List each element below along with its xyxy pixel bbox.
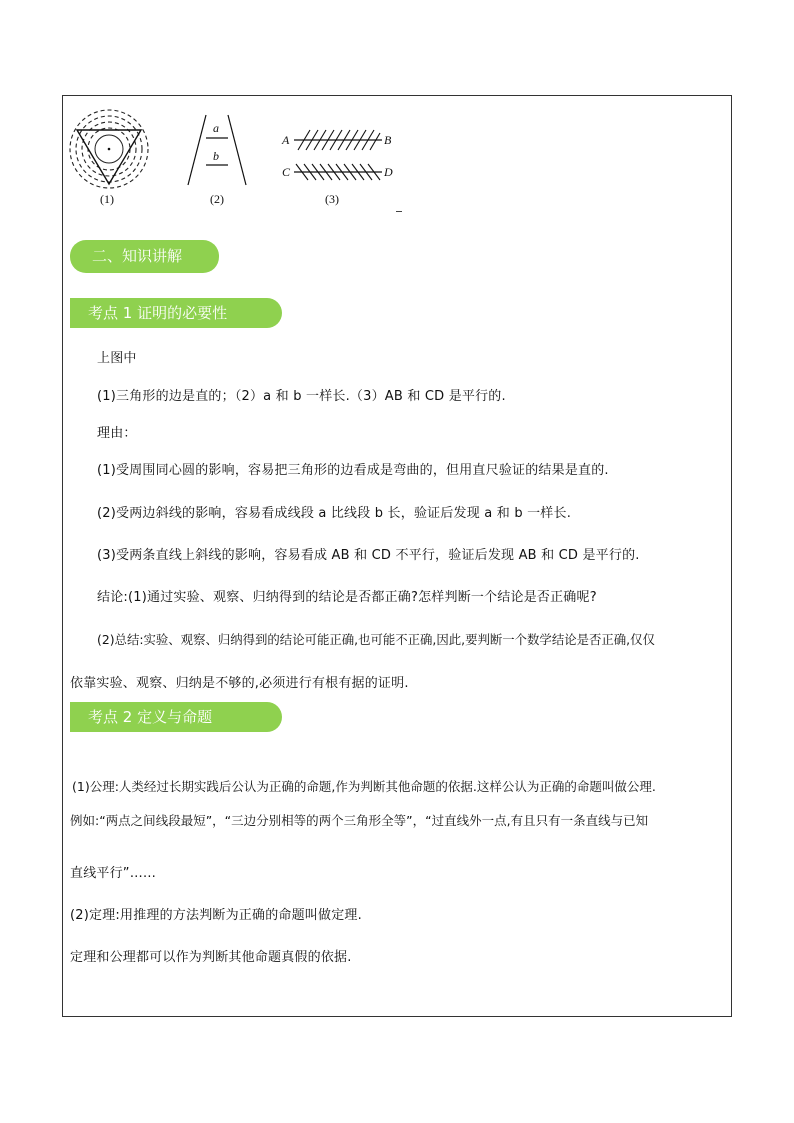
point-d-label: D (384, 165, 393, 179)
figure-concentric-circles (68, 108, 152, 192)
paragraph: 结论:(1)通过实验、观察、归纳得到的结论是否都正确?怎样判断一个结论是否正确呢? (97, 590, 597, 605)
paragraph: 直线平行”…… (70, 866, 157, 881)
figure-3-caption: (3) (325, 192, 339, 206)
paragraph: (1)公理:人类经过长期实践后公认为正确的命题,作为判断其他命题的依据.这样公认为正确的命题叫做公理. (72, 779, 656, 794)
figure-parallel-lines (292, 128, 384, 182)
paragraph: 依靠实验、观察、归纳是不够的,必须进行有根有据的证明. (70, 676, 409, 691)
paragraph: (3)受两条直线上斜线的影响，容易看成 AB 和 CD 不平行，验证后发现 AB 和 CD 是平行的. (97, 548, 640, 563)
topic-1-title: 考点 1 证明的必要性 (70, 298, 282, 328)
topic-2-title: 考点 2 定义与命题 (70, 702, 282, 732)
stray-dash (396, 211, 402, 212)
paragraph: (2)总结:实验、观察、归纳得到的结论可能正确,也可能不正确,因此,要判断一个数学结论是否正确,仅仅 (97, 632, 655, 647)
center-dot (108, 148, 111, 151)
paragraph: 定理和公理都可以作为判断其他命题真假的依据. (70, 950, 352, 965)
paragraph: 上图中 (97, 351, 137, 366)
segment-a-label: a (213, 121, 219, 135)
section-title: 二、知识讲解 (70, 240, 219, 273)
paragraph: (2)受两边斜线的影响，容易看成线段 a 比线段 b 长，验证后发现 a 和 b 一样长. (97, 506, 572, 521)
figure-1-caption: (1) (100, 192, 114, 206)
paragraph: 例如:“两点之间线段最短”，“三边分别相等的两个三角形全等”，“过直线外一点,有且只有一条直线与已知 (70, 813, 649, 828)
segment-b-label: b (213, 149, 219, 163)
point-a-label: A (282, 133, 290, 147)
figure-2-caption: (2) (210, 192, 224, 206)
paragraph: (2)定理:用推理的方法判断为正确的命题叫做定理. (70, 908, 362, 923)
paragraph: (1)三角形的边是直的；（2）a 和 b 一样长.（3）AB 和 CD 是平行的. (97, 389, 506, 404)
paragraph: 理由： (97, 426, 137, 441)
paragraph: (1)受周围同心圆的影响，容易把三角形的边看成是弯曲的，但用直尺验证的结果是直的. (97, 463, 609, 478)
point-c-label: C (282, 165, 291, 179)
point-b-label: B (384, 133, 392, 147)
